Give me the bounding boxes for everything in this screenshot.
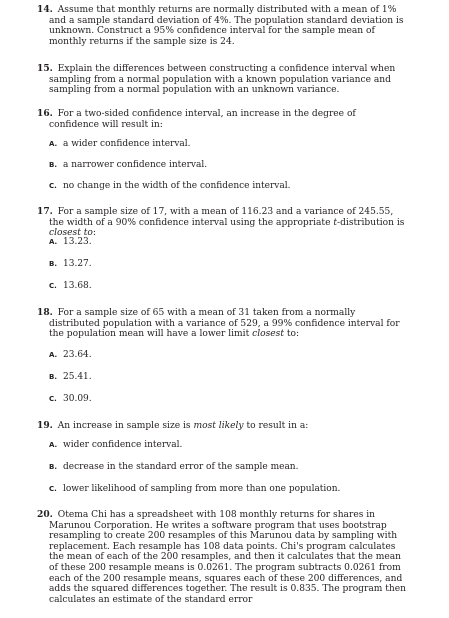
choice-letter: A. xyxy=(49,351,58,359)
choice-text: wider confidence interval. xyxy=(63,440,183,450)
choice-letter: B. xyxy=(49,463,57,471)
question-text-part: to result in a: xyxy=(243,421,309,431)
choice-letter: C. xyxy=(49,485,57,493)
choice-c xyxy=(49,181,290,192)
question-text-part: For a sample size of 65 with a mean of 31 taken from a normally distributed population with a variance of 529, a 99% confidence interval for the population mean will have a lower limit xyxy=(49,308,400,340)
choice-letter: C. xyxy=(49,182,57,190)
question-text-part: to: xyxy=(284,329,300,340)
question-17 xyxy=(37,207,407,239)
choice-a xyxy=(49,139,191,150)
question-14 xyxy=(37,5,407,47)
question-number: 18. xyxy=(37,307,53,318)
choice-c xyxy=(49,281,92,292)
choice-a xyxy=(49,350,92,361)
question-text-part: For a sample size of 17, with a mean of 116.23 and a variance of 245.55, the width of a 90% confidence interval using the appropriate xyxy=(49,207,394,228)
choice-letter: B. xyxy=(49,373,57,381)
question-number: 20. xyxy=(37,509,53,520)
question-number: 19. xyxy=(37,420,53,431)
question-15 xyxy=(37,64,407,96)
question-text: For a two-sided confidence interval, an increase in the degree of confidence will result in: xyxy=(49,109,356,130)
choice-text: 30.09. xyxy=(63,394,92,404)
choice-a xyxy=(49,440,182,451)
question-18 xyxy=(37,308,407,340)
choice-b xyxy=(49,160,207,171)
choice-text: 13.68. xyxy=(63,281,92,291)
choice-c xyxy=(49,394,92,405)
choice-letter: A. xyxy=(49,441,58,449)
choice-b xyxy=(49,462,298,473)
choice-text: a wider confidence interval. xyxy=(63,139,191,149)
question-text xyxy=(58,421,309,431)
choice-text: a narrower confidence interval. xyxy=(63,160,208,170)
question-text xyxy=(49,207,404,238)
choice-letter: B. xyxy=(49,161,57,169)
question-number: 17. xyxy=(37,206,53,217)
question-20 xyxy=(37,510,407,605)
question-text xyxy=(49,308,400,339)
choice-letter: C. xyxy=(49,282,57,290)
question-text-italic: closest xyxy=(252,329,284,340)
question-number: 14. xyxy=(37,4,53,15)
question-text-part: : xyxy=(92,228,96,239)
choice-letter: A. xyxy=(49,140,58,148)
choice-text: 13.27. xyxy=(63,259,92,269)
choice-c xyxy=(49,484,340,495)
choice-letter: B. xyxy=(49,260,57,268)
question-text-part: -distribution is xyxy=(337,217,405,228)
choice-letter: C. xyxy=(49,395,57,403)
question-number: 15. xyxy=(37,63,53,74)
choice-text: no change in the width of the confidence interval. xyxy=(63,181,291,191)
choice-a xyxy=(49,237,92,248)
choice-text: 23.64. xyxy=(63,350,92,360)
choice-letter: A. xyxy=(49,238,58,246)
choice-text: 13.23. xyxy=(63,237,92,247)
question-16 xyxy=(37,109,407,130)
question-text-part: An increase in sample size is xyxy=(57,421,194,431)
choice-text: lower likelihood of sampling from more than one population. xyxy=(63,484,341,494)
choice-text: 25.41. xyxy=(63,372,92,382)
question-text: Assume that monthly returns are normally distributed with a mean of 1% and a sample standard deviation of 4%. The population standard deviation is unknown. Construct a 95% confidence interval for the sample mean of monthly returns if the sample size is 24. xyxy=(49,5,404,47)
question-text: Otema Chi has a spreadsheet with 108 monthly returns for shares in Marunou Corporation. He writes a software program that uses bootstrap resampling to create 200 resamples of this Marunou data by sampling with replacement. Each resample has 108 data points. Chi's program calculates the mean of each of the 200 resamples, and then it calculates that the mean of these 200 resample means is 0.0261. The program subtracts 0.0261 from each of the 200 resample means, squares each of these 200 differences, and adds the squared differences together. The result is 0.835. The program then calculates an estimate of the standard error xyxy=(49,510,407,605)
choice-b xyxy=(49,372,92,383)
question-text-italic: most likely xyxy=(193,421,244,431)
question-text: Explain the differences between constructing a confidence interval when sampling from a normal population with a known population variance and sampling from a normal population with an unknown variance. xyxy=(49,64,396,96)
question-19 xyxy=(37,421,407,432)
question-text-italic-t: t xyxy=(333,217,338,228)
choice-text: decrease in the standard error of the sample mean. xyxy=(63,462,299,472)
question-text-italic: closest to xyxy=(49,228,93,239)
question-number: 16. xyxy=(37,108,53,119)
choice-b xyxy=(49,259,92,270)
